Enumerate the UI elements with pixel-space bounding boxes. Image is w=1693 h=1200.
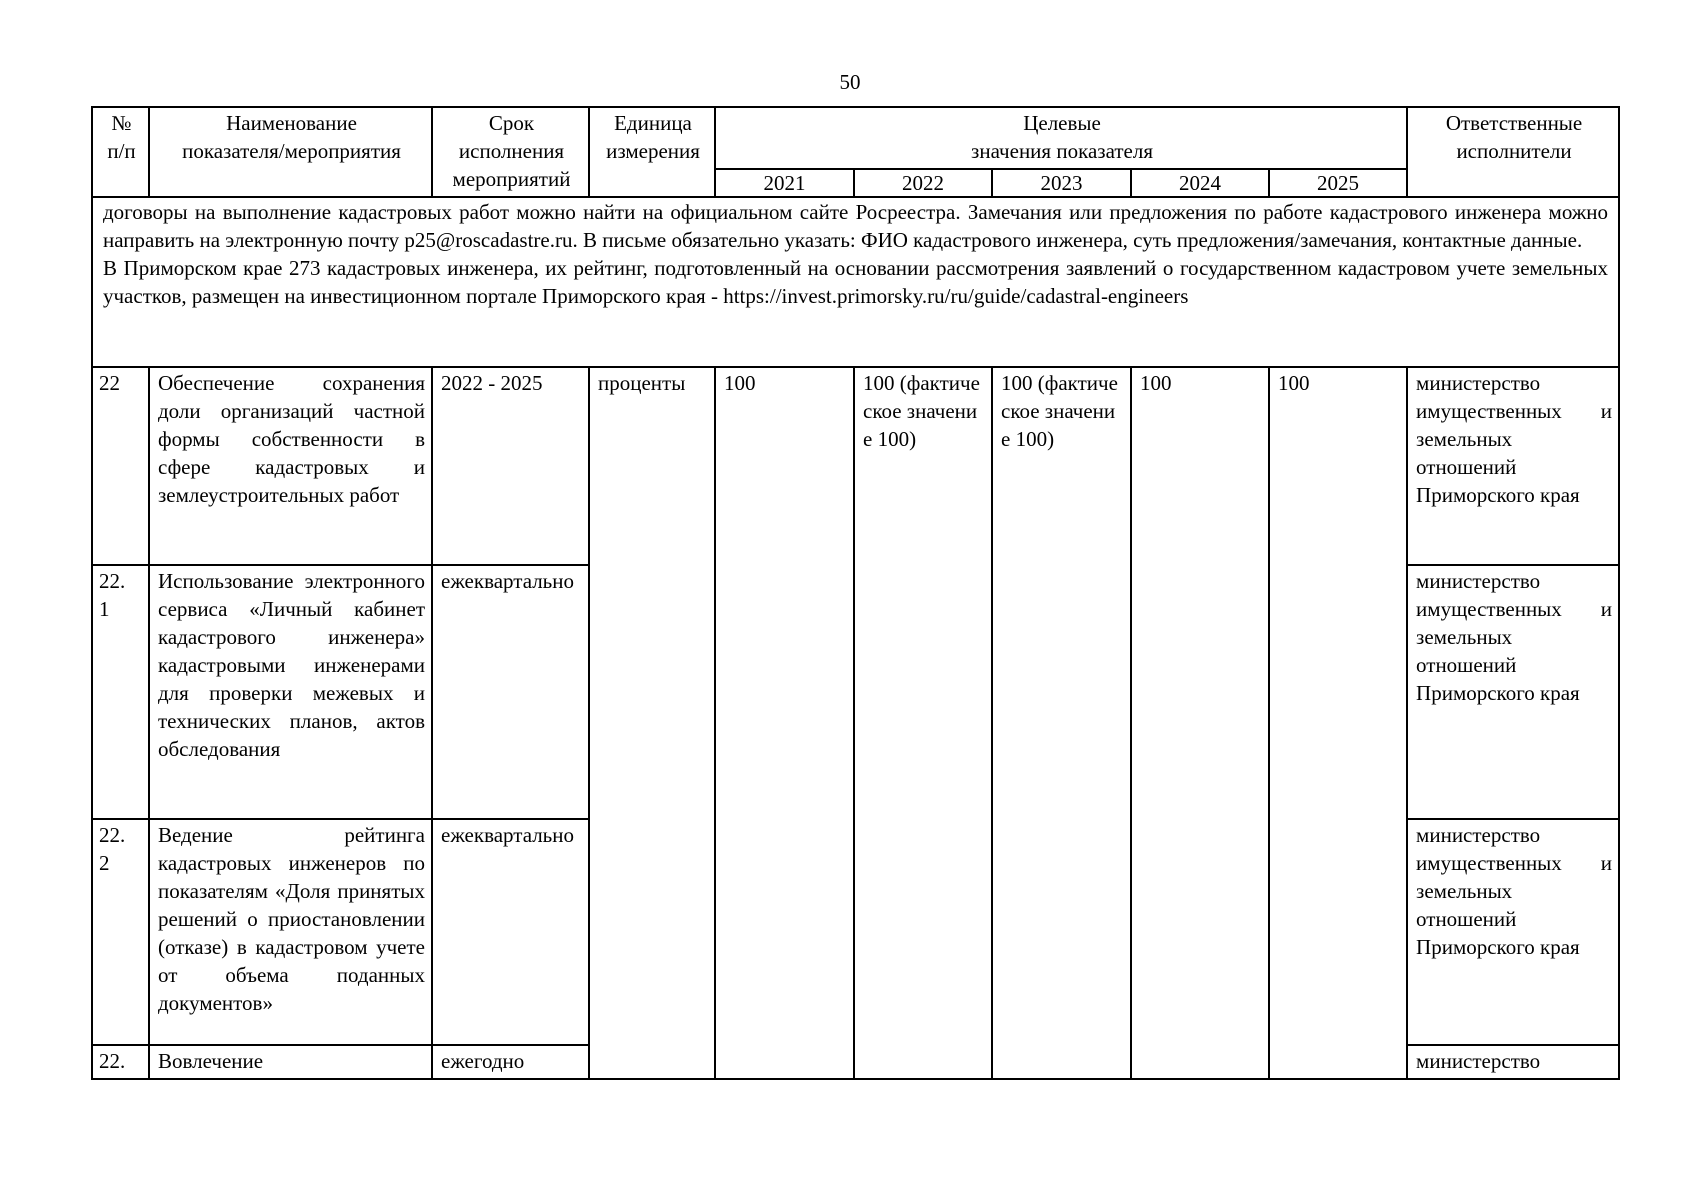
- row-value-2022: 100 (фактическое значение 100): [854, 367, 992, 1079]
- row-term: 2022 - 2025: [432, 367, 589, 565]
- row-value-2023: 100 (фактическое значение 100): [992, 367, 1131, 1079]
- header-target: Целевые значения показателя: [715, 107, 1407, 169]
- row-name: Ведение рейтинга кадастровых инженеров по показателям «Доля принятых решений о приостановлении (отказе) в кадастровом учете от объема поданных документов»: [149, 819, 432, 1045]
- row-value-2021: 100: [715, 367, 854, 1079]
- row-number: 22.1: [92, 565, 149, 819]
- continued-text-cell: [92, 197, 1619, 367]
- row-term: ежеквартально: [432, 819, 589, 1045]
- header-year-2023: 2023: [992, 169, 1131, 197]
- header-term: Срок исполнения мероприятий: [432, 107, 589, 197]
- row-number: 22.2: [92, 819, 149, 1045]
- header-num: № п/п: [92, 107, 149, 197]
- row-number: 22.: [92, 1045, 149, 1079]
- continued-paragraph-2: В Приморском крае 273 кадастровых инженера, их рейтинг, подготовленный на основании рассмотрения заявлений о государственном кадастровом учете земельных участков, размещен на инвестиционном портале Приморского края - https://invest.primorsky.ru/ru/guide/cadastral-engineers: [103, 256, 1609, 308]
- row-name: Вовлечение: [149, 1045, 432, 1079]
- row-value-2024: 100: [1131, 367, 1269, 1079]
- row-value-2025: 100: [1269, 367, 1407, 1079]
- header-name: Наименование показателя/мероприятия: [149, 107, 432, 197]
- header-year-2022: 2022: [854, 169, 992, 197]
- row-responsible: министерство: [1407, 1045, 1619, 1079]
- header-year-2024: 2024: [1131, 169, 1269, 197]
- row-name: Использование электронного сервиса «Личный кабинет кадастрового инженера» кадастровыми инженерами для проверки межевых и технических планов, актов обследования: [149, 565, 432, 819]
- row-responsible: министерство имущественных и земельных отношений Приморского края: [1407, 565, 1619, 819]
- header-responsible: Ответственные исполнители: [1407, 107, 1619, 197]
- row-name: Обеспечение сохранения доли организаций частной формы собственности в сфере кадастровых и землеустроительных работ: [149, 367, 432, 565]
- row-unit: проценты: [589, 367, 715, 1079]
- header-year-2025: 2025: [1269, 169, 1407, 197]
- row-term: ежегодно: [432, 1045, 589, 1079]
- indicators-table: [91, 106, 1620, 1080]
- row-responsible: министерство имущественных и земельных отношений Приморского края: [1407, 819, 1619, 1045]
- page-number: 50: [839, 70, 861, 94]
- row-responsible: министерство имущественных и земельных отношений Приморского края: [1407, 367, 1619, 565]
- row-number: 22: [92, 367, 149, 565]
- header-unit: Единица измерения: [589, 107, 715, 197]
- header-year-2021: 2021: [715, 169, 854, 197]
- continued-paragraph-1: договоры на выполнение кадастровых работ можно найти на официальном сайте Росреестра. Замечания или предложения по работе кадастрового инженера можно направить на электронную почту p25@roscadastre.ru. В письме обязательно указать: ФИО кадастрового инженера, суть предложения/замечания, контактные данные.: [103, 200, 1609, 252]
- table-row: [92, 367, 1619, 565]
- row-term: ежеквартально: [432, 565, 589, 819]
